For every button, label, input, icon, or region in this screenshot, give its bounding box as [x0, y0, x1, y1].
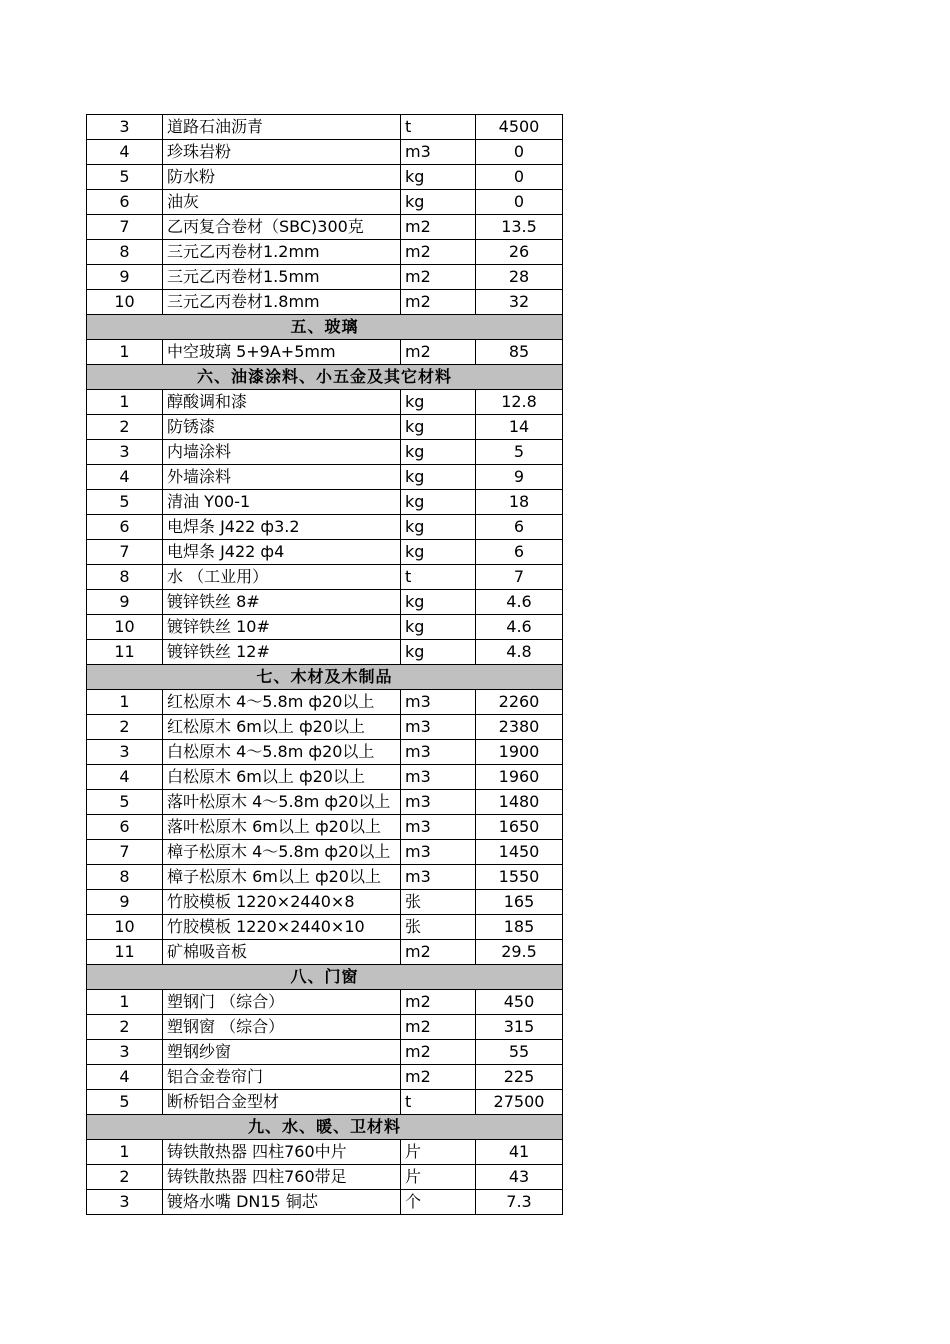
material-name-cell: 铝合金卷帘门: [163, 1065, 401, 1090]
row-number-cell: 10: [87, 290, 163, 315]
unit-cell: kg: [401, 640, 476, 665]
row-number-cell: 1: [87, 340, 163, 365]
material-name-cell: 断桥铝合金型材: [163, 1090, 401, 1115]
unit-cell: m3: [401, 715, 476, 740]
unit-cell: m3: [401, 140, 476, 165]
table-row: [87, 1090, 563, 1115]
material-name-cell: 防锈漆: [163, 415, 401, 440]
price-cell: 7: [476, 565, 563, 590]
row-number-cell: 5: [87, 490, 163, 515]
row-number-cell: 10: [87, 615, 163, 640]
price-cell: 4500: [476, 115, 563, 140]
price-table-body: [87, 115, 563, 1215]
price-cell: 85: [476, 340, 563, 365]
section-title: 六、油漆涂料、小五金及其它材料: [87, 365, 563, 390]
row-number-cell: 9: [87, 265, 163, 290]
row-number-cell: 8: [87, 240, 163, 265]
row-number-cell: 3: [87, 1190, 163, 1215]
row-number-cell: 11: [87, 940, 163, 965]
row-number-cell: 5: [87, 1090, 163, 1115]
table-row: [87, 690, 563, 715]
price-cell: 165: [476, 890, 563, 915]
unit-cell: m3: [401, 815, 476, 840]
row-number-cell: 5: [87, 165, 163, 190]
section-title: 八、门窗: [87, 965, 563, 990]
table-row: [87, 390, 563, 415]
unit-cell: 个: [401, 1190, 476, 1215]
table-row: [87, 215, 563, 240]
section-header-row: [87, 365, 563, 390]
material-name-cell: 三元乙丙卷材1.8mm: [163, 290, 401, 315]
unit-cell: t: [401, 1090, 476, 1115]
table-row: [87, 190, 563, 215]
price-cell: 7.3: [476, 1190, 563, 1215]
unit-cell: kg: [401, 415, 476, 440]
unit-cell: kg: [401, 490, 476, 515]
table-row: [87, 1065, 563, 1090]
row-number-cell: 10: [87, 915, 163, 940]
material-name-cell: 塑钢门 （综合）: [163, 990, 401, 1015]
price-cell: 6: [476, 515, 563, 540]
price-cell: 9: [476, 465, 563, 490]
table-row: [87, 415, 563, 440]
material-name-cell: 樟子松原木 4～5.8m ф20以上: [163, 840, 401, 865]
material-name-cell: 防水粉: [163, 165, 401, 190]
price-cell: 4.6: [476, 615, 563, 640]
price-cell: 0: [476, 190, 563, 215]
price-table: [86, 114, 563, 1215]
material-name-cell: 矿棉吸音板: [163, 940, 401, 965]
price-cell: 43: [476, 1165, 563, 1190]
row-number-cell: 7: [87, 215, 163, 240]
table-row: [87, 465, 563, 490]
price-cell: 13.5: [476, 215, 563, 240]
material-name-cell: 塑钢纱窗: [163, 1040, 401, 1065]
material-name-cell: 樟子松原木 6m以上 ф20以上: [163, 865, 401, 890]
table-row: [87, 265, 563, 290]
price-cell: 2380: [476, 715, 563, 740]
table-row: [87, 540, 563, 565]
row-number-cell: 6: [87, 815, 163, 840]
row-number-cell: 3: [87, 115, 163, 140]
table-row: [87, 715, 563, 740]
material-name-cell: 塑钢窗 （综合）: [163, 1015, 401, 1040]
row-number-cell: 4: [87, 1065, 163, 1090]
material-name-cell: 落叶松原木 4～5.8m ф20以上: [163, 790, 401, 815]
material-name-cell: 道路石油沥青: [163, 115, 401, 140]
unit-cell: m3: [401, 740, 476, 765]
row-number-cell: 1: [87, 990, 163, 1015]
unit-cell: kg: [401, 540, 476, 565]
unit-cell: m2: [401, 265, 476, 290]
unit-cell: m3: [401, 790, 476, 815]
row-number-cell: 6: [87, 515, 163, 540]
table-row: [87, 940, 563, 965]
unit-cell: m3: [401, 865, 476, 890]
row-number-cell: 11: [87, 640, 163, 665]
row-number-cell: 7: [87, 540, 163, 565]
table-row: [87, 115, 563, 140]
table-row: [87, 815, 563, 840]
table-row: [87, 990, 563, 1015]
unit-cell: kg: [401, 440, 476, 465]
price-cell: 32: [476, 290, 563, 315]
row-number-cell: 3: [87, 740, 163, 765]
material-name-cell: 镀锌铁丝 10#: [163, 615, 401, 640]
section-title: 九、水、暖、卫材料: [87, 1115, 563, 1140]
table-row: [87, 290, 563, 315]
price-cell: 28: [476, 265, 563, 290]
row-number-cell: 3: [87, 440, 163, 465]
price-cell: 1480: [476, 790, 563, 815]
section-header-row: [87, 1115, 563, 1140]
row-number-cell: 2: [87, 1015, 163, 1040]
material-name-cell: 镀烙水嘴 DN15 铜芯: [163, 1190, 401, 1215]
price-cell: 55: [476, 1040, 563, 1065]
section-header-row: [87, 665, 563, 690]
row-number-cell: 2: [87, 1165, 163, 1190]
table-row: [87, 865, 563, 890]
price-cell: 12.8: [476, 390, 563, 415]
table-row: [87, 490, 563, 515]
row-number-cell: 4: [87, 465, 163, 490]
material-name-cell: 白松原木 4～5.8m ф20以上: [163, 740, 401, 765]
table-row: [87, 765, 563, 790]
table-row: [87, 1015, 563, 1040]
material-name-cell: 红松原木 6m以上 ф20以上: [163, 715, 401, 740]
row-number-cell: 5: [87, 790, 163, 815]
unit-cell: kg: [401, 190, 476, 215]
price-cell: 27500: [476, 1090, 563, 1115]
material-name-cell: 镀锌铁丝 12#: [163, 640, 401, 665]
row-number-cell: 2: [87, 415, 163, 440]
section-title: 五、玻璃: [87, 315, 563, 340]
unit-cell: kg: [401, 615, 476, 640]
table-row: [87, 340, 563, 365]
unit-cell: kg: [401, 390, 476, 415]
price-cell: 185: [476, 915, 563, 940]
table-row: [87, 515, 563, 540]
row-number-cell: 6: [87, 190, 163, 215]
material-name-cell: 珍珠岩粉: [163, 140, 401, 165]
price-cell: 5: [476, 440, 563, 465]
unit-cell: t: [401, 565, 476, 590]
material-name-cell: 水 （工业用）: [163, 565, 401, 590]
material-name-cell: 三元乙丙卷材1.5mm: [163, 265, 401, 290]
price-cell: 450: [476, 990, 563, 1015]
unit-cell: m2: [401, 1015, 476, 1040]
material-name-cell: 油灰: [163, 190, 401, 215]
material-name-cell: 中空玻璃 5+9A+5mm: [163, 340, 401, 365]
price-cell: 4.8: [476, 640, 563, 665]
material-name-cell: 内墙涂料: [163, 440, 401, 465]
table-row: [87, 740, 563, 765]
material-name-cell: 电焊条 J422 ф3.2: [163, 515, 401, 540]
unit-cell: m2: [401, 940, 476, 965]
unit-cell: t: [401, 115, 476, 140]
material-name-cell: 乙丙复合卷材（SBC)300克: [163, 215, 401, 240]
row-number-cell: 1: [87, 1140, 163, 1165]
unit-cell: m2: [401, 990, 476, 1015]
unit-cell: kg: [401, 515, 476, 540]
unit-cell: kg: [401, 465, 476, 490]
price-cell: 2260: [476, 690, 563, 715]
material-name-cell: 镀锌铁丝 8#: [163, 590, 401, 615]
unit-cell: m2: [401, 1065, 476, 1090]
material-name-cell: 三元乙丙卷材1.2mm: [163, 240, 401, 265]
unit-cell: m3: [401, 690, 476, 715]
price-cell: 18: [476, 490, 563, 515]
price-cell: 4.6: [476, 590, 563, 615]
section-header-row: [87, 965, 563, 990]
material-name-cell: 红松原木 4～5.8m ф20以上: [163, 690, 401, 715]
row-number-cell: 4: [87, 765, 163, 790]
table-row: [87, 840, 563, 865]
price-cell: 1960: [476, 765, 563, 790]
price-cell: 29.5: [476, 940, 563, 965]
unit-cell: 张: [401, 915, 476, 940]
table-row: [87, 1040, 563, 1065]
row-number-cell: 7: [87, 840, 163, 865]
material-name-cell: 醇酸调和漆: [163, 390, 401, 415]
material-name-cell: 竹胶模板 1220×2440×8: [163, 890, 401, 915]
material-name-cell: 落叶松原木 6m以上 ф20以上: [163, 815, 401, 840]
table-row: [87, 1140, 563, 1165]
price-cell: 1550: [476, 865, 563, 890]
table-row: [87, 640, 563, 665]
price-cell: 225: [476, 1065, 563, 1090]
row-number-cell: 1: [87, 690, 163, 715]
material-name-cell: 外墙涂料: [163, 465, 401, 490]
row-number-cell: 8: [87, 565, 163, 590]
unit-cell: m3: [401, 765, 476, 790]
price-cell: 0: [476, 165, 563, 190]
table-row: [87, 790, 563, 815]
price-cell: 26: [476, 240, 563, 265]
unit-cell: m3: [401, 840, 476, 865]
unit-cell: kg: [401, 165, 476, 190]
price-cell: 41: [476, 1140, 563, 1165]
table-row: [87, 565, 563, 590]
material-name-cell: 竹胶模板 1220×2440×10: [163, 915, 401, 940]
table-row: [87, 240, 563, 265]
unit-cell: kg: [401, 590, 476, 615]
row-number-cell: 2: [87, 715, 163, 740]
unit-cell: 张: [401, 890, 476, 915]
price-cell: 1650: [476, 815, 563, 840]
table-row: [87, 140, 563, 165]
material-name-cell: 白松原木 6m以上 ф20以上: [163, 765, 401, 790]
table-row: [87, 1165, 563, 1190]
unit-cell: m2: [401, 240, 476, 265]
unit-cell: m2: [401, 1040, 476, 1065]
price-cell: 1900: [476, 740, 563, 765]
table-row: [87, 440, 563, 465]
row-number-cell: 9: [87, 890, 163, 915]
table-row: [87, 165, 563, 190]
price-cell: 1450: [476, 840, 563, 865]
table-row: [87, 590, 563, 615]
material-name-cell: 电焊条 J422 ф4: [163, 540, 401, 565]
material-name-cell: 铸铁散热器 四柱760中片: [163, 1140, 401, 1165]
row-number-cell: 1: [87, 390, 163, 415]
material-name-cell: 铸铁散热器 四柱760带足: [163, 1165, 401, 1190]
unit-cell: m2: [401, 290, 476, 315]
unit-cell: 片: [401, 1165, 476, 1190]
table-row: [87, 615, 563, 640]
unit-cell: m2: [401, 215, 476, 240]
row-number-cell: 9: [87, 590, 163, 615]
unit-cell: 片: [401, 1140, 476, 1165]
row-number-cell: 4: [87, 140, 163, 165]
price-cell: 14: [476, 415, 563, 440]
table-row: [87, 890, 563, 915]
section-title: 七、木材及木制品: [87, 665, 563, 690]
price-cell: 315: [476, 1015, 563, 1040]
row-number-cell: 8: [87, 865, 163, 890]
row-number-cell: 3: [87, 1040, 163, 1065]
price-cell: 0: [476, 140, 563, 165]
table-row: [87, 1190, 563, 1215]
material-name-cell: 清油 Y00-1: [163, 490, 401, 515]
unit-cell: m2: [401, 340, 476, 365]
table-row: [87, 915, 563, 940]
price-cell: 6: [476, 540, 563, 565]
section-header-row: [87, 315, 563, 340]
